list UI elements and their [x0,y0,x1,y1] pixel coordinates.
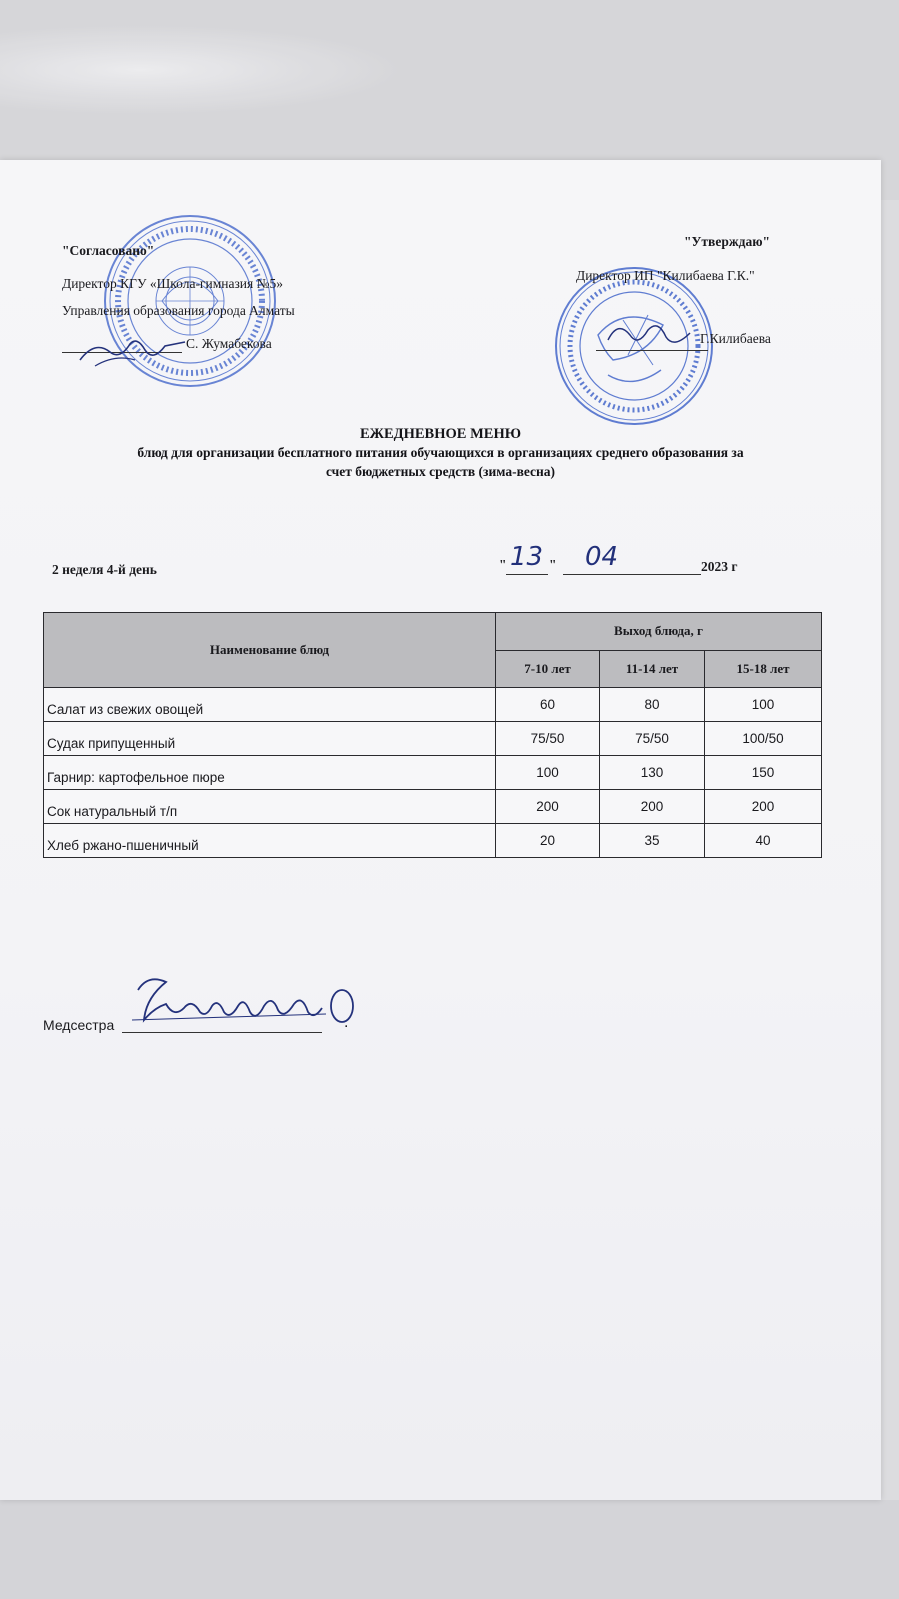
table-row [44,722,822,756]
background-bottom [0,1500,899,1599]
column-header-age-7-10: 7-10 лет [496,650,600,688]
date-day-line [506,574,548,575]
approved-position: Директор ИП "Килибаева Г.К." [576,268,755,283]
date-quote-open: " [499,557,507,572]
title-subtitle-line2: счет бюджетных средств (зима-весна) [325,464,556,479]
title-subtitle-line1: блюд для организации бесплатного питания обучающихся в организациях среднего образования за [137,445,744,460]
dish-name: Гарнир: картофельное пюре [44,756,496,790]
table-row [44,688,822,722]
agreed-signatory: С. Жумабекова [186,336,272,351]
date-year: 2023 г [701,559,738,574]
nurse-label: Медсестра [43,1017,115,1033]
yield-value: 200 [705,790,822,824]
yield-value: 75/50 [600,722,705,756]
date-month-line [563,574,701,575]
yield-value: 60 [496,688,600,722]
approved-signature [600,315,710,355]
nurse-signature [126,968,366,1034]
column-header-yield: Выход блюда, г [496,613,822,651]
table-row [44,790,822,824]
yield-value: 150 [705,756,822,790]
yield-value: 200 [600,790,705,824]
agreed-signature [75,330,195,370]
agreed-heading: "Согласовано" [62,243,155,258]
yield-value: 100/50 [705,722,822,756]
agreed-position: Директор КГУ «Школа-гимназия №5» [62,276,283,291]
yield-value: 80 [600,688,705,722]
table-header-row [44,613,822,651]
agreed-organization: Управления образования города Алматы [62,303,295,318]
document-title [0,426,881,481]
yield-value: 40 [705,824,822,858]
column-header-age-11-14: 11-14 лет [600,650,705,688]
title-main: ЕЖЕДНЕВНОЕ МЕНЮ [359,426,522,442]
table-row [44,824,822,858]
nurse-period: . [344,1014,349,1031]
week-day-label: 2 неделя 4-й день [52,562,157,577]
dish-name: Салат из свежих овощей [44,688,496,722]
yield-value: 130 [600,756,705,790]
column-header-age-15-18: 15-18 лет [705,650,822,688]
menu-table [43,612,822,858]
yield-value: 35 [600,824,705,858]
column-header-dish-name: Наименование блюд [44,613,496,688]
dish-name: Хлеб ржано-пшеничный [44,824,496,858]
yield-value: 75/50 [496,722,600,756]
dish-name: Сок натуральный т/п [44,790,496,824]
approved-heading: "Утверждаю" [684,234,771,249]
date-quote-close: " [549,557,557,572]
approved-signatory: Г.Килибаева [700,331,771,346]
yield-value: 200 [496,790,600,824]
yield-value: 20 [496,824,600,858]
date-month-handwritten: 04 [585,542,619,572]
yield-value: 100 [496,756,600,790]
table-row [44,756,822,790]
yield-value: 100 [705,688,822,722]
date-day-handwritten: 13 [510,542,544,572]
dish-name: Судак припущенный [44,722,496,756]
